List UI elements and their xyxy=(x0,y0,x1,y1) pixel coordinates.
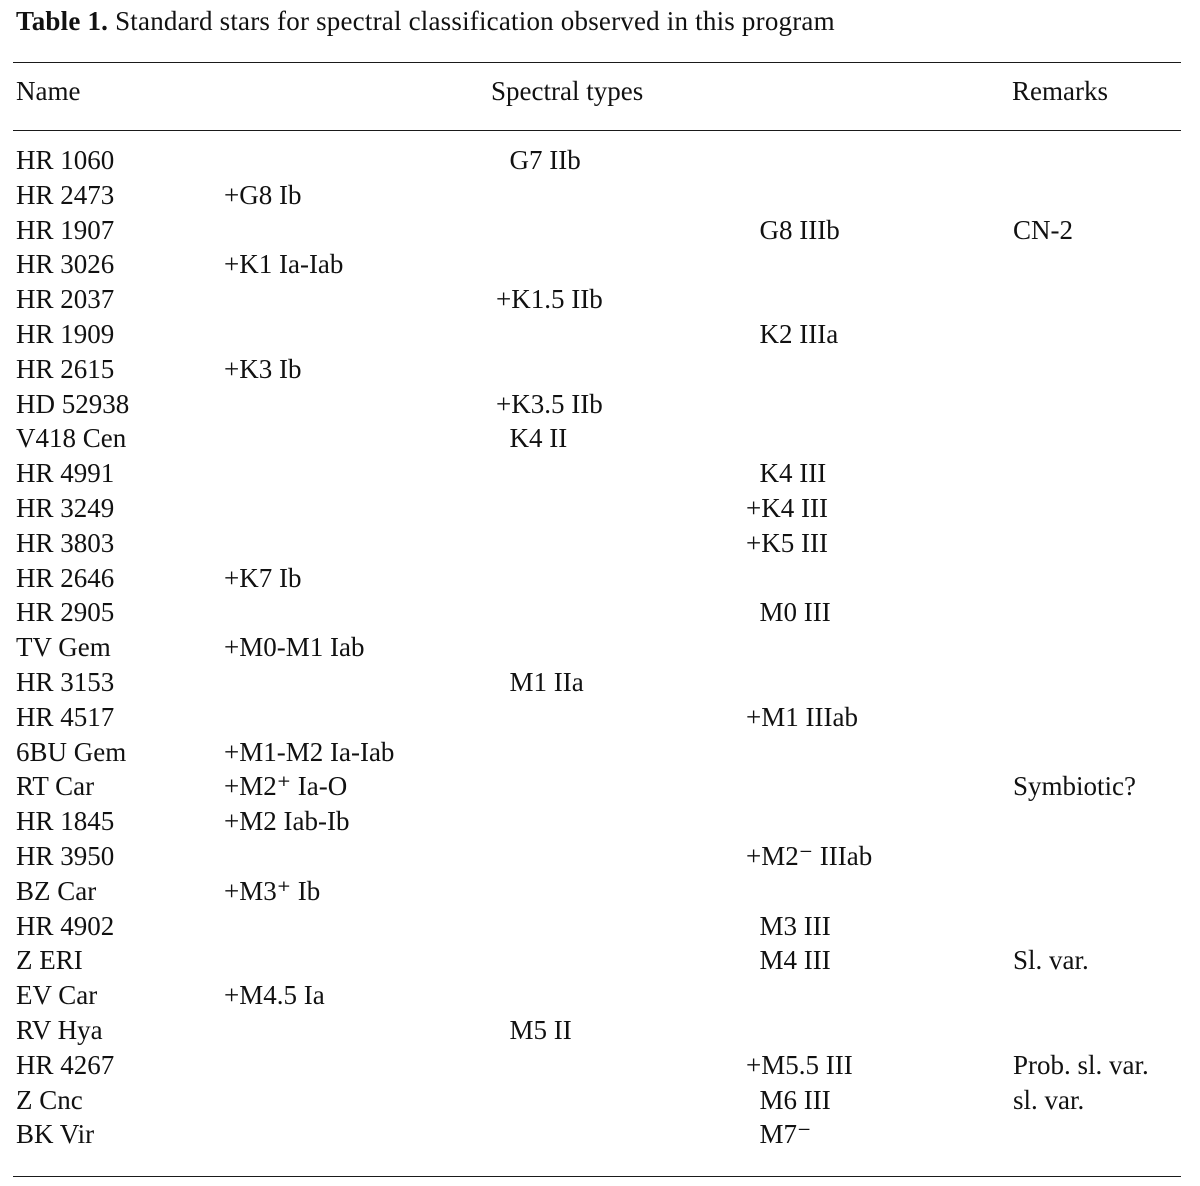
table-row xyxy=(0,215,1200,250)
table-row xyxy=(0,911,1200,946)
table-row xyxy=(0,945,1200,980)
cell-name: HR 3153 xyxy=(16,666,115,697)
cell-name: HR 2646 xyxy=(16,562,115,593)
table-row xyxy=(0,284,1200,319)
cell-remarks: Sl. var. xyxy=(1013,945,1089,976)
cell-spectral-type-giant: M3 III xyxy=(746,910,831,941)
table-caption-label: Table 1. xyxy=(16,6,109,36)
table-row xyxy=(0,1119,1200,1154)
table-row xyxy=(0,528,1200,563)
table-header-rule xyxy=(13,130,1181,131)
cell-name: HR 2905 xyxy=(16,597,115,628)
cell-name: V418 Cen xyxy=(16,423,127,454)
cell-name: HR 2037 xyxy=(16,284,115,315)
cell-spectral-type-giant: +M5.5 III xyxy=(746,1049,853,1080)
table-row xyxy=(0,841,1200,876)
cell-name: RV Hya xyxy=(16,1014,103,1045)
table-caption xyxy=(16,6,835,37)
cell-name: HR 3026 xyxy=(16,249,115,280)
cell-name: BK Vir xyxy=(16,1119,95,1150)
cell-name: Z ERI xyxy=(16,945,83,976)
cell-spectral-type-giant: +K5 III xyxy=(746,527,828,558)
cell-spectral-type-giant: K2 IIIa xyxy=(746,318,839,349)
cell-spectral-type-giant: +M1 IIIab xyxy=(746,701,858,732)
cell-spectral-type-supergiant: +K3 Ib xyxy=(224,353,302,384)
table-row xyxy=(0,458,1200,493)
cell-name: HR 1845 xyxy=(16,806,115,837)
cell-spectral-type-supergiant: +K1 Ia-Iab xyxy=(224,249,344,280)
table-body xyxy=(0,145,1200,1154)
cell-spectral-type-supergiant: +M0-M1 Iab xyxy=(224,632,365,663)
cell-name: 6BU Gem xyxy=(16,736,127,767)
cell-name: HD 52938 xyxy=(16,388,130,419)
table-bottom-rule xyxy=(13,1176,1181,1177)
cell-spectral-type-supergiant: +M2 Iab-Ib xyxy=(224,806,350,837)
column-header-name: Name xyxy=(16,76,81,106)
cell-name: HR 4902 xyxy=(16,910,115,941)
cell-spectral-type-giant: M7⁻ xyxy=(746,1119,812,1150)
cell-remarks: CN-2 xyxy=(1013,214,1073,245)
cell-spectral-type-bright-giant: M1 IIa xyxy=(496,666,584,697)
cell-name: HR 1060 xyxy=(16,145,115,175)
table-row xyxy=(0,597,1200,632)
cell-spectral-type-giant: +M2⁻ IIIab xyxy=(746,840,873,871)
cell-spectral-type-giant: M0 III xyxy=(746,597,831,628)
cell-remarks: sl. var. xyxy=(1013,1084,1085,1115)
cell-spectral-type-supergiant: +G8 Ib xyxy=(224,179,302,210)
table-top-rule xyxy=(13,62,1181,63)
table-row xyxy=(0,1050,1200,1085)
table-row xyxy=(0,876,1200,911)
cell-name: HR 2615 xyxy=(16,353,115,384)
table-row xyxy=(0,389,1200,424)
cell-name: TV Gem xyxy=(16,632,111,663)
table-row xyxy=(0,423,1200,458)
table-row xyxy=(0,1015,1200,1050)
cell-name: HR 2473 xyxy=(16,179,115,210)
table-row xyxy=(0,806,1200,841)
cell-name: EV Car xyxy=(16,980,98,1011)
cell-spectral-type-supergiant: +M3⁺ Ib xyxy=(224,875,321,906)
cell-name: HR 3803 xyxy=(16,527,115,558)
cell-spectral-type-bright-giant: G7 IIb xyxy=(496,145,581,175)
column-header-remarks: Remarks xyxy=(1012,76,1108,106)
table-row xyxy=(0,632,1200,667)
cell-name: HR 4267 xyxy=(16,1049,115,1080)
cell-name: HR 1907 xyxy=(16,214,115,245)
cell-spectral-type-giant: K4 III xyxy=(746,458,827,489)
cell-spectral-type-supergiant: +M4.5 Ia xyxy=(224,980,325,1011)
cell-name: HR 1909 xyxy=(16,318,115,349)
column-header-spectral-types: Spectral types xyxy=(491,76,644,106)
cell-spectral-type-bright-giant: M5 II xyxy=(496,1014,572,1045)
cell-name: BZ Car xyxy=(16,875,97,906)
cell-spectral-type-supergiant: +M2⁺ Ia-O xyxy=(224,771,348,802)
cell-name: HR 4991 xyxy=(16,458,115,489)
cell-spectral-type-giant: M4 III xyxy=(746,945,831,976)
cell-spectral-type-bright-giant: K4 II xyxy=(496,423,568,454)
table-row xyxy=(0,145,1200,180)
table-row xyxy=(0,1085,1200,1120)
cell-spectral-type-bright-giant: +K3.5 IIb xyxy=(496,388,603,419)
table-row xyxy=(0,563,1200,598)
cell-name: Z Cnc xyxy=(16,1084,83,1115)
table-row xyxy=(0,667,1200,702)
cell-name: HR 4517 xyxy=(16,701,115,732)
cell-spectral-type-giant: G8 IIIb xyxy=(746,214,840,245)
cell-remarks: Symbiotic? xyxy=(1013,771,1136,802)
table-row xyxy=(0,980,1200,1015)
table-row xyxy=(0,249,1200,284)
cell-name: RT Car xyxy=(16,771,95,802)
table-row xyxy=(0,702,1200,737)
table-row xyxy=(0,737,1200,772)
table-caption-text: Standard stars for spectral classification observed in this program xyxy=(115,6,835,36)
cell-name: HR 3249 xyxy=(16,492,115,523)
cell-spectral-type-giant: M6 III xyxy=(746,1084,831,1115)
table-row xyxy=(0,771,1200,806)
cell-spectral-type-supergiant: +K7 Ib xyxy=(224,562,302,593)
table-row xyxy=(0,319,1200,354)
cell-remarks: Prob. sl. var. xyxy=(1013,1049,1149,1080)
cell-spectral-type-bright-giant: +K1.5 IIb xyxy=(496,284,603,315)
table-row xyxy=(0,180,1200,215)
cell-spectral-type-supergiant: +M1-M2 Ia-Iab xyxy=(224,736,395,767)
table-row xyxy=(0,493,1200,528)
table-row xyxy=(0,354,1200,389)
cell-name: HR 3950 xyxy=(16,840,115,871)
cell-spectral-type-giant: +K4 III xyxy=(746,492,828,523)
